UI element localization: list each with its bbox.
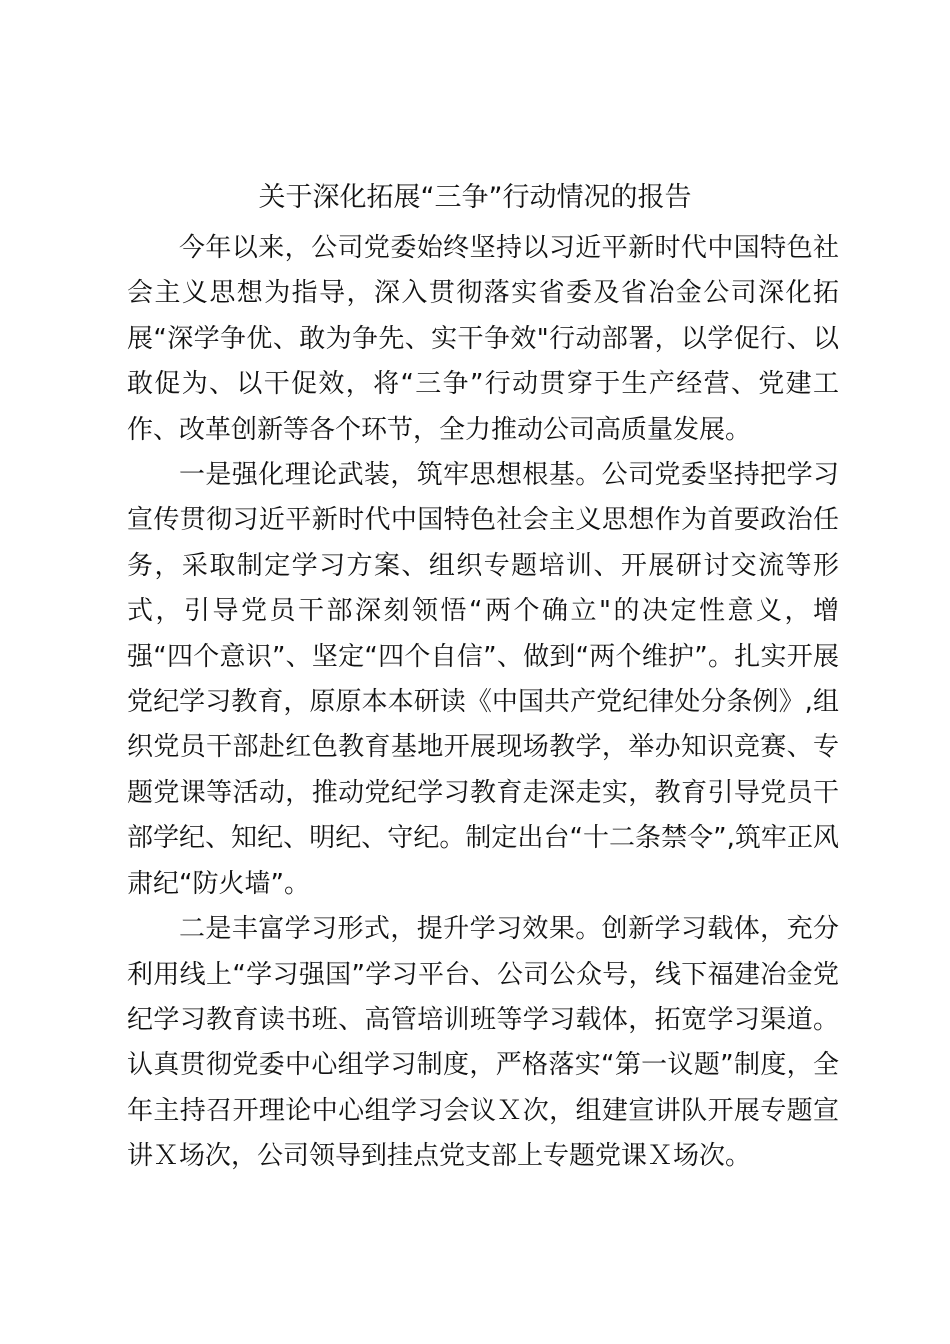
- document-body: [127, 226, 839, 1180]
- paragraph-learning: 二是丰富学习形式，提升学习效果。创新学习载体，充分利用线上“学习强国”学习平台、公司公众号，线下福建冶金党纪学习教育读书班、高管培训班等学习载体，拓宽学习渠道。认真贯彻党委中心组学习制度，严格落实“第一议题”制度，全年主持召开理论中心组学习会议Ｘ次，组建宣讲队开展专题宣讲Ｘ场次，公司领导到挂点党支部上专题党课Ｘ场次。: [127, 914, 839, 1172]
- document-title: 关于深化拓展“三争”行动情况的报告: [258, 182, 692, 213]
- paragraph-theory: 一是强化理论武装，筑牢思想根基。公司党委坚持把学习宣传贯彻习近平新时代中国特色社会主义思想作为首要政治任务，采取制定学习方案、组织专题培训、开展研讨交流等形式，引导党员干部深刻领悟“两个确立"的决定性意义，增强“四个意识”、坚定“四个自信”、做到“两个维护”。扎实开展党纪学习教育，原原本本研读《中国共产党纪律处分条例》,组织党员干部赴红色教育基地开展现场教学，举办知识竞赛、专题党课等活动，推动党纪学习教育走深走实，教育引导党员干部学纪、知纪、明纪、守纪。制定出台“十二条禁令”,筑牢正风肃纪“防火墙”。: [127, 460, 839, 899]
- paragraph-intro: 今年以来，公司党委始终坚持以习近平新时代中国特色社会主义思想为指导，深入贯彻落实省委及省冶金公司深化拓展“深学争优、敢为争先、实干争效"行动部署，以学促行、以敢促为、以干促效，将“三争”行动贯穿于生产经营、党建工作、改革创新等各个环节，全力推动公司高质量发展。: [127, 233, 839, 445]
